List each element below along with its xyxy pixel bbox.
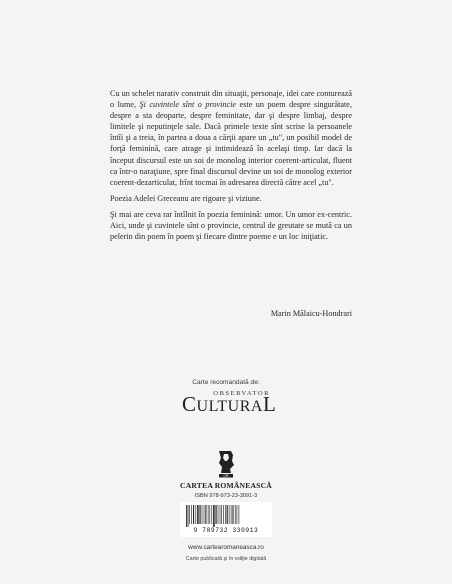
barcode-bar — [210, 505, 211, 524]
barcode-bar — [216, 505, 217, 524]
barcode-bar — [191, 505, 192, 524]
back-cover-blurb — [110, 88, 352, 247]
digital-edition-note: Carte publicată şi în ediţie digitală — [185, 556, 267, 562]
barcode-bar — [202, 505, 203, 524]
barcode-bar — [229, 505, 230, 524]
barcode-bar — [200, 505, 201, 524]
barcode-bar — [205, 505, 206, 524]
isbn-text: ISBN 978-973-23-3091-3 — [194, 493, 258, 499]
blurb-signature: Marin Mălaicu-Hondrari — [270, 309, 352, 318]
barcode-bar — [189, 505, 190, 524]
barcode-bar — [208, 505, 209, 524]
barcode-bar — [239, 505, 240, 524]
barcode-bar — [204, 505, 205, 524]
blurb-paragraph-2: Poezia Adelei Greceanu are rigoare şi viziune. — [110, 193, 262, 203]
barcode-bar — [223, 505, 224, 524]
recommended-by-label: Carte recomandată de: — [192, 379, 260, 386]
isbn-barcode — [180, 502, 272, 537]
barcode-bar — [225, 505, 226, 524]
barcode-bar — [212, 505, 213, 524]
barcode-bar — [231, 505, 232, 524]
blurb-paragraph-3: Şi mai are ceva rar întîlnit în poezia feminină: umor. Un umor ex-centric. Aici, unde şi cuvintele sînt o provincie, centrul de greutate se mută ca un pelerin din poem în poem şi fiecare dintre poeme e un loc iniţiatic. — [110, 209, 352, 242]
barcode-bar — [188, 505, 189, 527]
barcode-bar — [227, 505, 228, 524]
blurb-paragraph-1 — [110, 88, 352, 188]
logo-cultural-text: CULTURAL — [182, 392, 277, 416]
barcode-bar — [220, 505, 221, 524]
barcode-bars — [186, 505, 266, 527]
blurb-p1-rest: este un poem despre singurătate, despre a sta deoparte, despre feminitate, dar şi despre limbaj, despre limitele şi neputinţele sale. Dacă primele texte sînt scrise la persoanele întîi şi a treia, în partea a doua a cărţii apare un „tu", un posibil model de forţă feminină, care atrage şi intimidează în acelaşi timp. Iar dacă la început discursul este un soi de monolog interior coerent-articulat, fluent ca într-o naraţiune, spre final discursul devine un soi de monolog exterior coerent-dezarticulat, frînt tocmai în adresarea directă către acel „tu". — [110, 100, 352, 187]
barcode-bar — [221, 505, 222, 524]
barcode-digits: 9 789732 330913 — [193, 527, 259, 534]
barcode-bar — [213, 505, 214, 527]
book-title: Şi cuvintele sînt o provincie — [139, 100, 237, 110]
publisher-website: www.cartearomaneasca.ro — [188, 544, 264, 551]
barcode-bar — [186, 505, 187, 527]
cartea-romaneasca-logo-icon — [216, 449, 236, 478]
barcode-bar — [218, 505, 219, 524]
barcode-bar — [197, 505, 198, 524]
barcode-bar — [193, 505, 194, 524]
barcode-bar — [237, 505, 238, 524]
barcode-bar — [235, 505, 236, 524]
barcode-bar — [196, 505, 197, 524]
barcode-bar — [233, 505, 234, 524]
publisher-name: CARTEA ROMÂNEASCĂ — [180, 481, 272, 490]
logo-cr-letters: CR — [223, 473, 229, 478]
blurb-p1-intro: Cu un schelet narativ construit din situaţii, personaje, idei care conturează o lume, — [110, 89, 352, 110]
logo-observator-text: OBSERVATOR — [213, 390, 270, 397]
observator-cultural-logo — [182, 390, 277, 416]
